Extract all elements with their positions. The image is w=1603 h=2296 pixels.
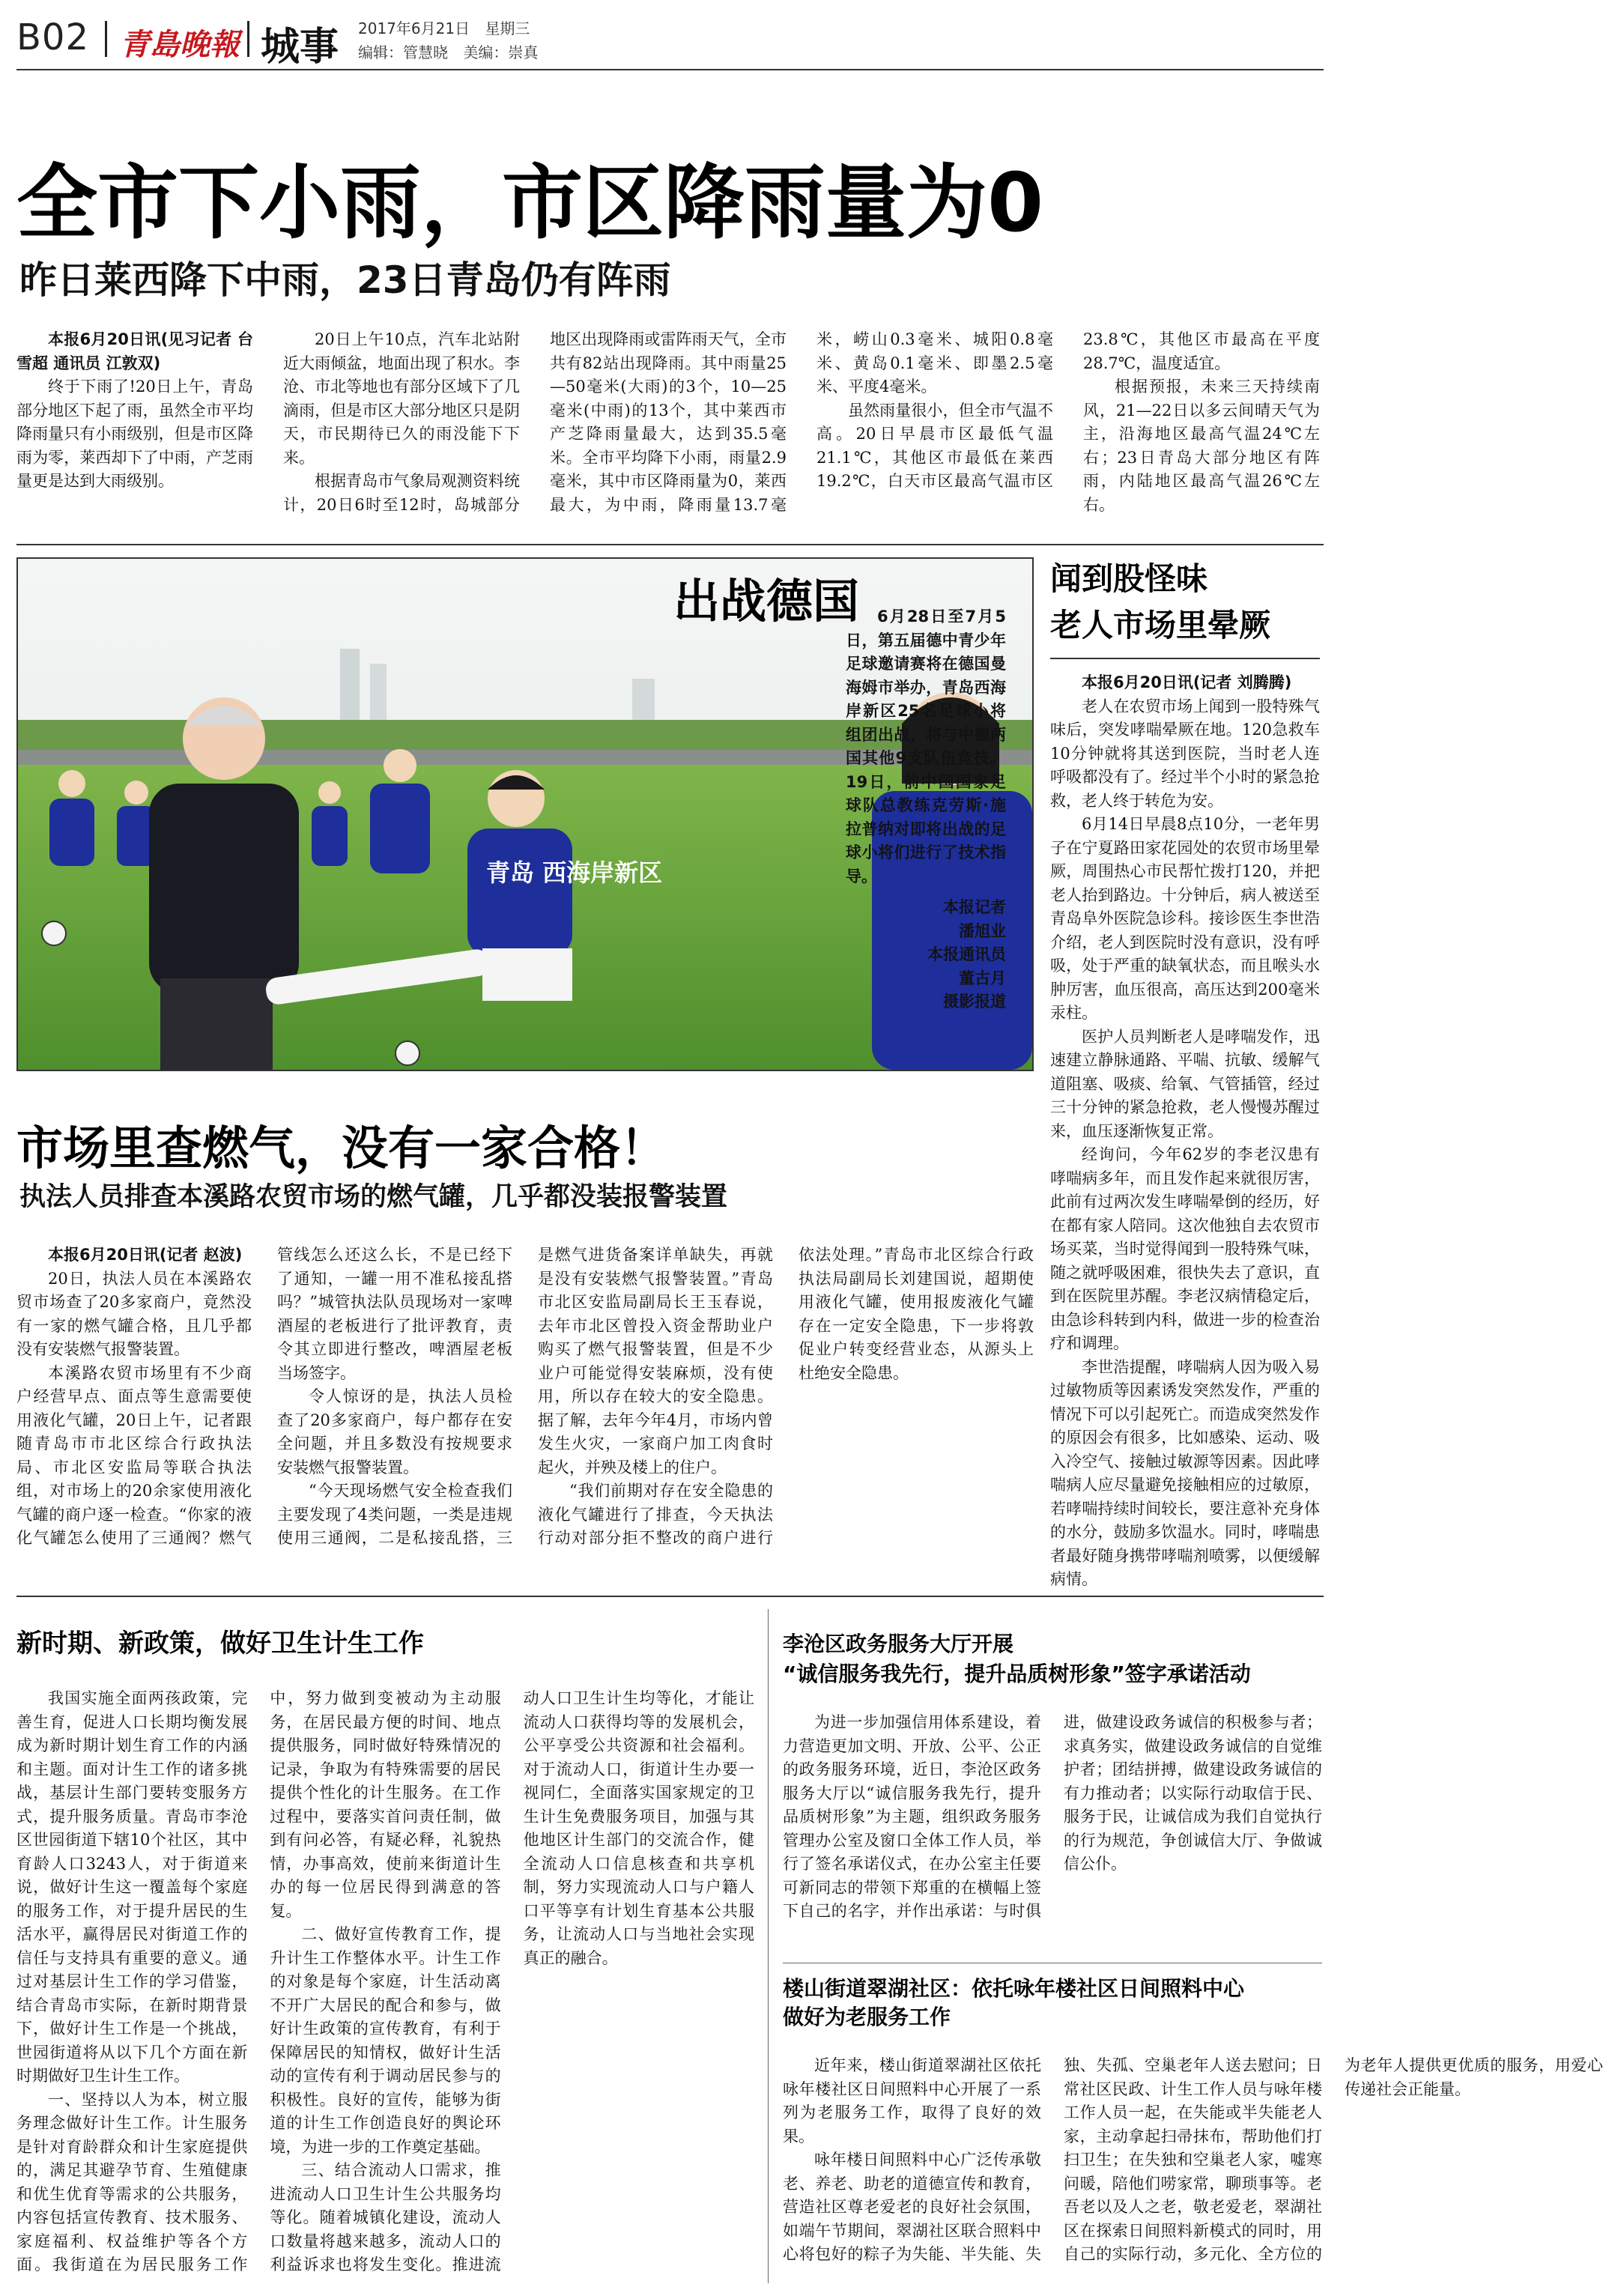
article2-paragraph: 老人在农贸市场上闻到一股特殊气味后，突发哮喘晕厥在地。120急救车10分钟就将其送到医院，当时老人连呼吸都没有了。经过半个小时的紧急抢救，老人终于转危为安。 (1050, 697, 1320, 810)
article6-paragraph: 近年来，楼山街道翠湖社区依托咏年楼社区日间照料中心开展了一系列为老服务工作，取得了良好的效果。 (783, 2056, 1041, 2145)
photo-caption-box (846, 605, 1006, 1014)
photo-caption: 6月28日至7月5日，第五届德中青少年足球邀请赛将在德国曼海姆市举办，青岛西海岸新区25名足球小将组团出战，将与中德两国其他9支队伍竞技。19日，前中国国家足球队总教练克劳斯·施拉普纳对即将出战的足球小将们进行了技术指导。 (846, 608, 1006, 885)
article3-byline: 本报6月20日讯(记者 赵波) (48, 1246, 243, 1264)
article6-headline-line: 楼山街道翠湖社区：依托咏年楼社区日间照料中心 (783, 1976, 1245, 2001)
article1-body (16, 328, 1320, 524)
masthead-rule (16, 69, 1324, 70)
article1-paragraph: 根据预报，未来三天持续南风，21—22日以多云间晴天气为主，沿海地区最高气温24℃左右；23日青岛大部分地区有阵雨，内陆地区最高气温26℃左右。 (1083, 378, 1320, 514)
credit-line: 摄影报道 (943, 993, 1006, 1011)
jersey-text: 青岛 西海岸新区 (486, 858, 663, 887)
article3-headline: 市场里查燃气，没有一家合格！ (16, 1121, 667, 1175)
editor-credits (358, 40, 538, 62)
article1-headline: 全市下小雨，市区降雨量为0 (16, 157, 1044, 250)
article4-body (16, 1687, 754, 2285)
article3-paragraph: 本溪路农贸市场里有不少商户经营早点、面点等生意需要使用液化气罐，20日上午，记者跟随青岛市市北区综合行政执法局、市北区安监局等联合执法组，对市场上的20余家使用液化气罐的商户逐一检查。“你家的液化气罐怎么使用了三通阀？燃气管线怎么还这么长，不是已经下了通知，一罐一用不准私接乱搭吗？”城管执法队员现场对一家啤酒屋的老板进行了批评教育，责令其立即进行整改，啤酒屋老板当场签字。 (16, 1246, 512, 1547)
issue-date (358, 16, 530, 38)
page-number: B02 (16, 16, 90, 58)
article2-paragraph: 医护人员判断老人是哮喘发作，迅速建立静脉通路、平喘、抗敏、缓解气道阻塞、吸痰、给氧、气管插管，经过三十分钟的紧急抢救，老人慢慢苏醒过来，血压逐渐恢复正常。 (1050, 1027, 1320, 1140)
article4-paragraph: 二、做好宣传教育工作，提升计生工作整体水平。计生工作的对象是每个家庭，计生活动离不开广大居民的配合和参与，做好计生政策的宣传教育，有利于保障居民的知情权，做好计生活动的宣传有利于调动居民参与的积极性。良好的宣传，能够为街道的计生工作创造良好的舆论环境，为进一步的工作奠定基础。 (270, 1925, 501, 2156)
article3-subhead: 执法人员排查本溪路农贸市场的燃气罐，几乎都没装报警装置 (19, 1182, 728, 1212)
column-divider (768, 1609, 769, 2283)
article6-headline (783, 1975, 1322, 2032)
article6-paragraph: 咏年楼日间照料中心广泛传承敬老、养老、助老的道德宣传和教育，营造社区尊老爱老的良好社会氛围，如端午节期间，翠湖社区联合照料中心将包好的粽子为失能、半失能、失独、失孤、空巢老年人送去慰问；日常社区民政、计生工作人员与咏年楼工作人员一起，在失能或半失能老人家，主动拿起扫帚抹布，帮助他们打扫卫生；在失独和空巢老人家，嘘寒问暖，陪他们唠家常，聊琐事等。老吾老以及人之老，敬老爱老，翠湖社区在探索日间照料新模式的同时，用自己的实际行动，多元化、全方位的为老年人提供更优质的服务，用爱心传递社会正能量。 (783, 2056, 1603, 2263)
section-name: 城事 (261, 25, 339, 70)
article4-paragraph: 我国实施全面两孩政策，完善生育，促进人口长期均衡发展成为新时期计划生育工作的内涵和主题。面对计生工作的诸多挑战，基层计生部门要转变服务方式，提升服务质量。青岛市李沧区世园街道下辖10个社区，其中育龄人口3243人，对于街道来说，做好计生这一覆盖每个家庭的服务工作，对于提升居民的生活水平，赢得居民对街道工作的信任与支持具有重要的意义。通过对基层计生工作的学习借鉴，结合青岛市实际，在新时期背景下，做好计生工作是一个挑战，世园街道将从以下几个方面在新时期做好卫生计生工作。 (16, 1689, 248, 2085)
masthead (0, 0, 1337, 69)
article3-paragraph: 20日，执法人员在本溪路农贸市场查了20多家商户，竟然没有一家的燃气罐合格，且几乎都没有安装燃气报警装置。 (16, 1269, 252, 1358)
photo-frame (16, 557, 1034, 1071)
weekday-text: 星期三 (485, 19, 530, 37)
article3-paragraph: “今天现场燃气安全检查我们主要发现了4类问题，一类是违规使用三通阀，二是私接乱搭，三是燃气进货备案详单缺失，再就是没有安装燃气报警装置。”青岛市北区安监局副局长王玉春说，去年市北区曾投入资金帮助业户购买了燃气报警装置，但是不少业户可能觉得安装麻烦，没有使用，所以存在较大的安全隐患。据了解，去年今年4月，市场内曾发生火灾，一家商户加工肉食时起火，并殃及楼上的住户。 (277, 1246, 773, 1547)
section-rule (16, 1596, 1324, 1597)
article6-headline-line: 做好为老服务工作 (783, 2005, 951, 2029)
designer-text: 美编：崇真 (463, 43, 539, 61)
article2-head-rule (1050, 658, 1320, 659)
credit-line: 董古月 (959, 969, 1006, 987)
article6-body (783, 2054, 1603, 2286)
article5-kicker: 李沧区政务服务大厅开展 (783, 1632, 1014, 1656)
credit-line: 潘旭业 (959, 921, 1006, 940)
article3-paragraph: 令人惊讶的是，执法人员检查了20多家商户，每户都存在安全问题，并且多数没有按规要求安装燃气报警装置。 (277, 1387, 512, 1476)
masthead-divider (105, 21, 107, 57)
article2-byline: 本报6月20日讯(记者 刘腾腾) (1082, 673, 1292, 691)
credit-line: 本报通讯员 (927, 945, 1006, 963)
article4-paragraph: 一、坚持以人为本，树立服务理念做好计生工作。计生服务是针对育龄群众和计生家庭提供的，满足其避孕节育、生殖健康和优生优育等需求的公共服务，内容包括宣传教育、技术服务、家庭福利、权益维护等各个方面。我街道在为居民服务工作中，努力做到变被动为主动服务，在居民最方便的时间、地点提供服务，同时做好特殊情况的记录，争取为有特殊需要的居民提供个性化的计生服务。在工作过程中，要落实首问责任制，做到有问必答，有疑必释，礼貌热情，办事高效，使前来街道计生办的每一位居民得到满意的答复。 (16, 1689, 501, 2274)
newspaper-logo: 青島晚報 (120, 27, 240, 62)
date-text: 2017年6月21日 (358, 19, 470, 37)
article1-byline: 本报6月20日讯(见习记者 台雪超 通讯员 江敦双) (16, 330, 253, 372)
article2-body (1050, 671, 1320, 1592)
article5-paragraph: 为进一步加强信用体系建设，着力营造更加文明、开放、公平、公正的政务服务环境，近日，李沧区政务服务大厅以“诚信服务我先行，提升品质树形象”为主题，组织政务服务管理办公室及窗口全体工作人员，举行了签名承诺仪式，在办公室主任要可新同志的带领下郑重的在横幅上签下自己的名字，并作出承诺：与时俱进，做建设政务诚信的积极参与者；求真务实，做建设政务诚信的自觉维护者；团结拼搏，做建设政务诚信的有力推动者；以实际行动取信于民、服务于民，让诚信成为我们自觉执行的行为规范，争创诚信大厅、争做诚信公仆。 (783, 1713, 1322, 1920)
credit-line: 本报记者 (943, 898, 1006, 916)
article2-paragraph: 6月14日早晨8点10分，一老年男子在宁夏路田家花园处的农贸市场里晕厥，周围热心市民帮忙拨打120，并把老人抬到路边。十分钟后，病人被送至青岛阜外医院急诊科。接诊医生李世浩介绍，老人到医院时没有意识，没有呼吸，处于严重的缺氧状态，而且喉头水肿厉害，血压很高，高压达到200毫米汞柱。 (1050, 815, 1320, 1022)
masthead-divider (247, 21, 249, 57)
section-rule (16, 544, 1324, 545)
article2-paragraph: 李世浩提醒，哮喘病人因为吸入易过敏物质等因素诱发突然发作，严重的情况下可以引起死亡。而造成突然发作的原因会有很多，比如感染、运动、吸入冷空气、接触过敏源等因素。因此哮喘病人应尽量避免接触相应的过敏原，若哮喘持续时间较长，要注意补充身体的水分，鼓励多饮温水。同时，哮喘患者最好随身携带哮喘剂喷雾，以便缓解病情。 (1050, 1357, 1320, 1588)
article3-body (16, 1244, 1034, 1551)
article3-paragraph: “我们前期对存在安全隐患的液化气罐进行了排查，今天执法行动对部分拒不整改的商户进行依法处理。”青岛市北区综合行政执法局副局长刘建国说，超期使用液化气罐，使用报废液化气罐存在一定安全隐患，下一步将敦促业户转变经营业态，从源头上杜绝安全隐患。 (538, 1246, 1034, 1547)
article2-paragraph: 经询问，今年62岁的李老汉患有哮喘病多年，而且发作起来就很厉害，此前有过两次发生哮喘晕倒的经历，好在都有家人陪同。这次他独自去农贸市场买菜，当时觉得闻到一股特殊气味，随之就呼吸困难，很快失去了意识，直到在医院里苏醒。李老汉病情稳定后，由急诊科转到内科，做进一步的检查治疗和调理。 (1050, 1145, 1320, 1352)
article5-body (783, 1711, 1322, 1928)
article1-paragraph: 根据青岛市气象局观测资料统计，20日6时至12时，岛城部分地区出现降雨或雷阵雨天气，全市共有82站出现降雨。其中雨量25—50毫米(大雨)的3个，10—25毫米(中雨)的13个，其中莱西市产芝降雨量最大，达到35.5毫米。全市平均降下小雨，雨量2.9毫米，其中市区降雨量为0，莱西最大，为中雨，降雨量13.7毫米，崂山0.3毫米、城阳0.8毫米、黄岛0.1毫米、即墨2.5毫米、平度4毫米。 (283, 330, 1053, 514)
editor-text: 编辑：管慧晓 (358, 43, 448, 61)
photo-credit (846, 896, 1006, 1014)
article4-paragraph: 三、结合流动人口需求，推进流动人口卫生计生公共服务均等化。随着城镇化建设，流动人口数量将越来越多，流动人口的利益诉求也将发生变化。推进流动人口卫生计生均等化，才能让流动人口获得均等的发展机会，公平享受公共资源和社会福利。对于流动人口，街道计生办要一视同仁，全面落实国家规定的卫生计生免费服务项目，加强与其他地区计生部门的交流合作，健全流动人口信息核查和共享机制，努力实现流动人口与户籍人口平等享有计划生育基本公共服务，让流动人口与当地社会实现真正的融合。 (270, 1689, 754, 2274)
article4-headline: 新时期、新政策，做好卫生计生工作 (16, 1629, 424, 1659)
article1-paragraph: 20日上午10点，汽车北站附近大雨倾盆，地面出现了积水。李沧、市北等地也有部分区域下了几滴雨，但是市区大部分地区只是阴天，市民期待已久的雨没能下下来。 (283, 330, 520, 467)
photo-title: 出战德国 (673, 574, 860, 628)
article1-paragraph: 终于下雨了!20日上午，青岛部分地区下起了雨，虽然全市平均降雨量只有小雨级别，但是市区降雨为零，莱西却下了中雨，产芝雨量更是达到大雨级别。 (16, 378, 253, 490)
article2-headline-line: 老人市场里晕厥 (1050, 607, 1271, 643)
article2-headline (1050, 556, 1320, 649)
article1-subhead: 昨日莱西降下中雨，23日青岛仍有阵雨 (19, 258, 671, 302)
article2-headline-line: 闻到股怪味 (1050, 560, 1208, 597)
article5-headline: “诚信服务我先行，提升品质树形象”签字承诺活动 (783, 1662, 1251, 1686)
article1-paragraph: 虽然雨量很小，但全市气温不高。20日早晨市区最低气温21.1℃，其他区市最低在莱西19.2℃，白天市区最高气温市区23.8℃，其他区市最高在平度28.7℃，温度适宜。 (816, 330, 1320, 490)
